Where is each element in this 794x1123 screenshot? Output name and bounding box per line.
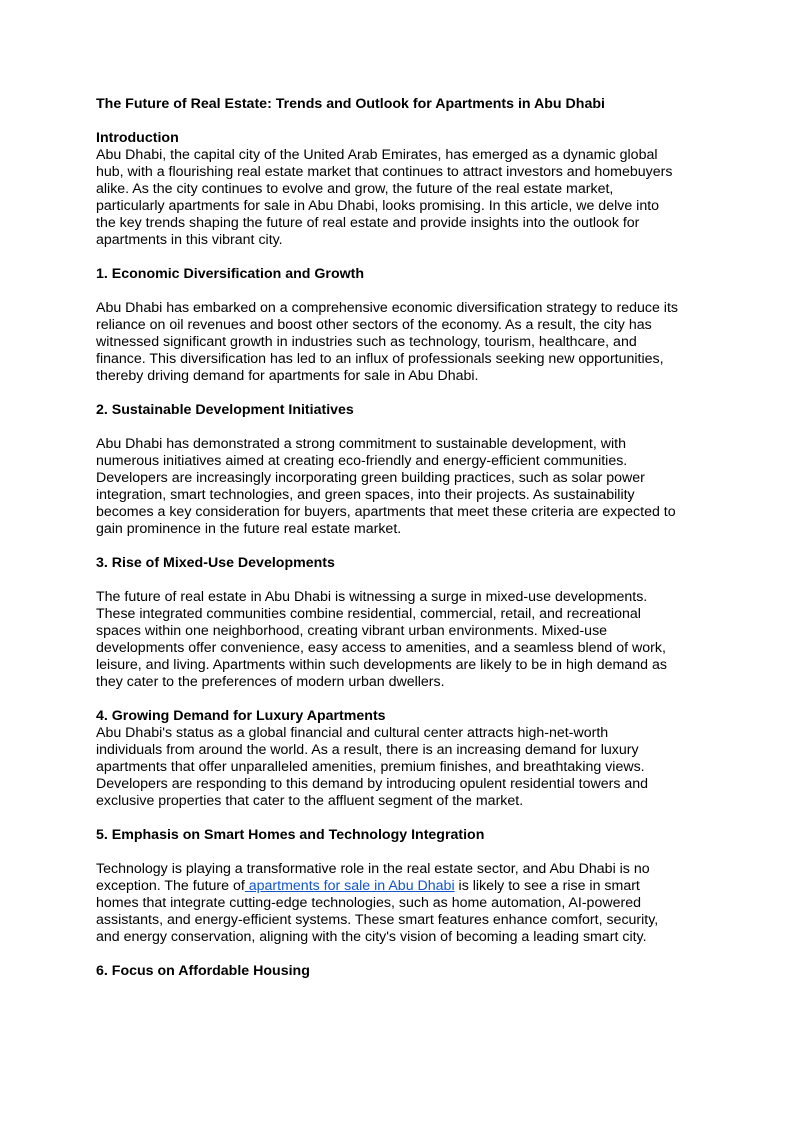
section-2-line: becomes a key consideration for buyers, apartments that meet these criteria are expected to <box>96 504 676 520</box>
spacer <box>96 810 706 827</box>
section-4-heading: 4. Growing Demand for Luxury Apartments <box>96 708 386 724</box>
section-5-line: and energy conservation, aligning with the city's vision of becoming a leading smart city. <box>96 929 647 945</box>
intro-line: the key trends shaping the future of real estate and provide insights into the outlook for <box>96 215 640 231</box>
section-5-heading: 5. Emphasis on Smart Homes and Technology Integration <box>96 827 485 843</box>
section-3-line: developments offer convenience, easy access to amenities, and a seamless blend of work, <box>96 640 666 656</box>
section-5-text-before-link: exception. The future of <box>96 878 245 894</box>
section-1-line: finance. This diversification has led to an influx of professionals seeking new opportunities, <box>96 351 664 367</box>
section-3-line: spaces within one neighborhood, creating vibrant urban environments. Mixed-use <box>96 623 608 639</box>
section-5-line: assistants, and energy-efficient systems. These smart features enhance comfort, security, <box>96 912 659 928</box>
section-2-line: integration, smart technologies, and green spaces, into their projects. As sustainability <box>96 487 635 503</box>
spacer <box>96 844 706 861</box>
section-2-line: Developers are increasingly incorporating green building practices, such as solar power <box>96 470 645 486</box>
section-3-line: These integrated communities combine residential, commercial, retail, and recreational <box>96 606 641 622</box>
section-3-line: The future of real estate in Abu Dhabi is witnessing a surge in mixed-use developments. <box>96 589 648 605</box>
section-3-heading: 3. Rise of Mixed-Use Developments <box>96 555 335 571</box>
intro-line: alike. As the city continues to evolve and grow, the future of the real estate market, <box>96 181 614 197</box>
section-1-line: thereby driving demand for apartments for sale in Abu Dhabi. <box>96 368 479 384</box>
document-title: The Future of Real Estate: Trends and Outlook for Apartments in Abu Dhabi <box>96 96 605 112</box>
spacer <box>96 572 706 589</box>
section-4-line: individuals from around the world. As a result, there is an increasing demand for luxury <box>96 742 639 758</box>
section-2-heading: 2. Sustainable Development Initiatives <box>96 402 354 418</box>
spacer <box>96 419 706 436</box>
spacer <box>96 249 706 266</box>
spacer <box>96 283 706 300</box>
section-5-line: homes that integrate cutting-edge technologies, such as home automation, AI-powered <box>96 895 641 911</box>
intro-line: Abu Dhabi, the capital city of the United Arab Emirates, has emerged as a dynamic global <box>96 147 658 163</box>
section-4-line: apartments that offer unparalleled amenities, premium finishes, and breathtaking views. <box>96 759 645 775</box>
section-3-line: they cater to the preferences of modern urban dwellers. <box>96 674 445 690</box>
section-2-line: Abu Dhabi has demonstrated a strong commitment to sustainable development, with <box>96 436 626 452</box>
spacer <box>96 946 706 963</box>
section-3-line: leisure, and living. Apartments within such developments are likely to be in high demand as <box>96 657 667 673</box>
section-5-line: Technology is playing a transformative role in the real estate sector, and Abu Dhabi is no <box>96 861 650 877</box>
section-5-text-after-link: is likely to see a rise in smart <box>454 878 640 894</box>
intro-line: hub, with a flourishing real estate market that continues to attract investors and homebuyers <box>96 164 673 180</box>
section-4-line: Abu Dhabi's status as a global financial and cultural center attracts high-net-worth <box>96 725 609 741</box>
intro-heading: Introduction <box>96 130 179 146</box>
spacer <box>96 691 706 708</box>
section-4-line: exclusive properties that cater to the affluent segment of the market. <box>96 793 524 809</box>
spacer <box>96 385 706 402</box>
section-4-line: Developers are responding to this demand by introducing opulent residential towers and <box>96 776 649 792</box>
section-1-line: reliance on oil revenues and boost other sectors of the economy. As a result, the city has <box>96 317 652 333</box>
intro-line: particularly apartments for sale in Abu Dhabi, looks promising. In this article, we delve into <box>96 198 660 214</box>
section-1-line: Abu Dhabi has embarked on a comprehensive economic diversification strategy to reduce its <box>96 300 678 316</box>
spacer <box>96 538 706 555</box>
intro-line: apartments in this vibrant city. <box>96 232 283 248</box>
section-2-line: numerous initiatives aimed at creating eco-friendly and energy-efficient communities. <box>96 453 628 469</box>
section-2-line: gain prominence in the future real estate market. <box>96 521 402 537</box>
document-page <box>96 96 706 980</box>
spacer <box>96 113 706 130</box>
section-5-line-with-link <box>96 878 706 895</box>
apartments-for-sale-link[interactable]: apartments for sale in Abu Dhabi <box>244 878 455 894</box>
section-1-line: witnessed significant growth in industries such as technology, tourism, healthcare, and <box>96 334 637 350</box>
section-1-heading: 1. Economic Diversification and Growth <box>96 266 365 282</box>
section-6-heading: 6. Focus on Affordable Housing <box>96 963 310 979</box>
